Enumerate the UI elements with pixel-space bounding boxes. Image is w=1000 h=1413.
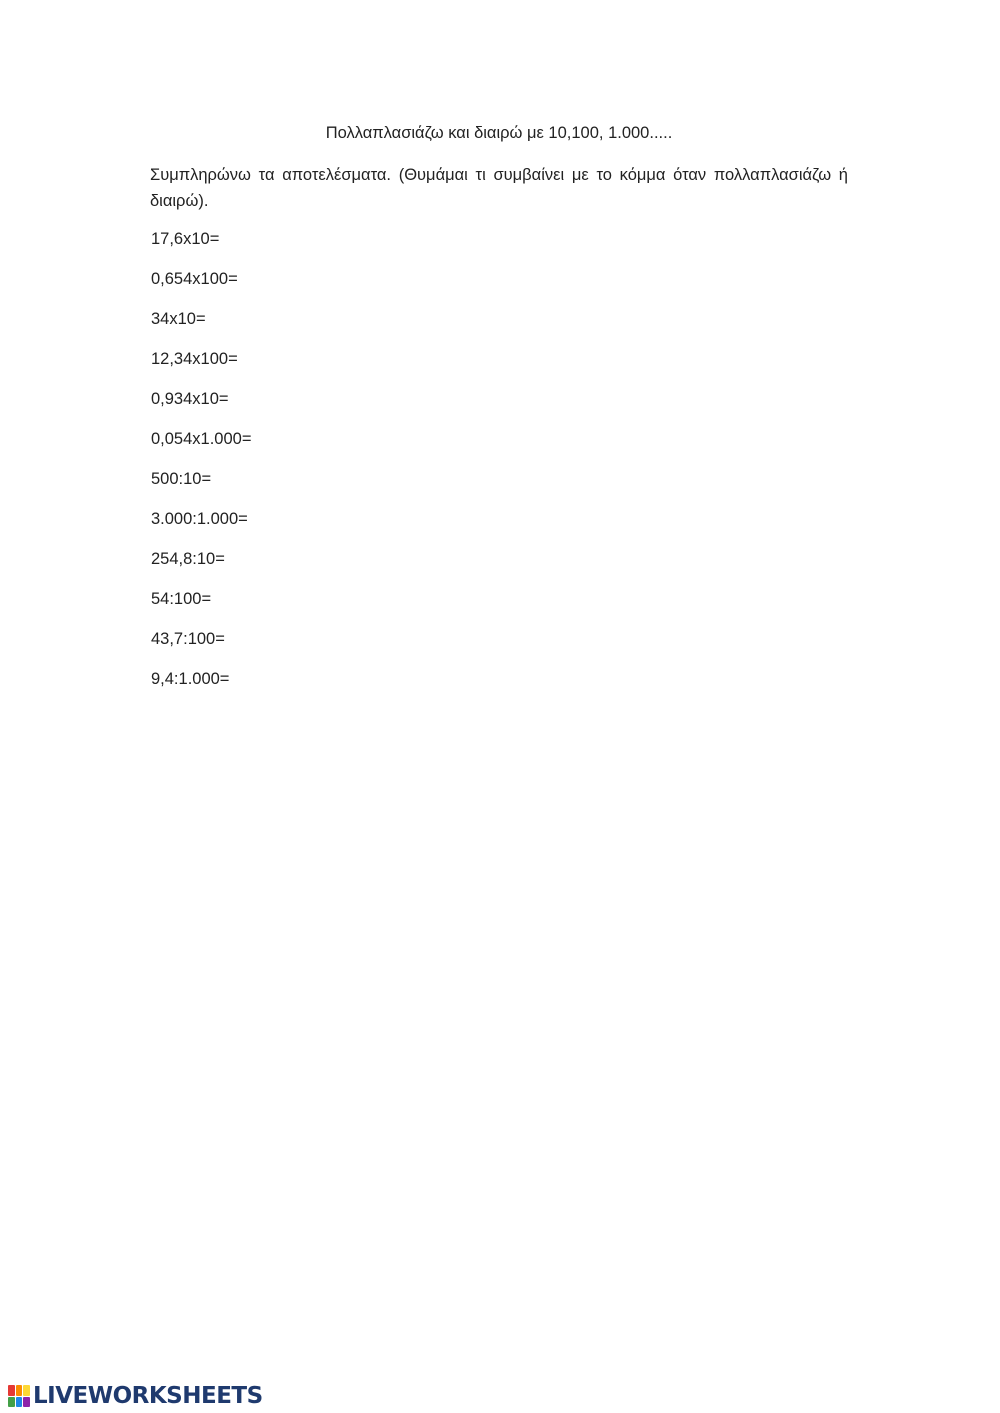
exercise-list: [151, 228, 251, 708]
logo-block: [16, 1385, 23, 1396]
liveworksheets-logo: [8, 1383, 263, 1409]
logo-block: [8, 1385, 15, 1396]
exercise-item: 34x10=: [151, 310, 206, 328]
worksheet-instructions: Συμπληρώνω τα αποτελέσματα. (Θυμάμαι τι συμβαίνει με το κόμμα όταν πολλαπλασιάζω ή διαιρώ).: [150, 166, 848, 210]
exercise-item: 9,4:1.000=: [151, 670, 230, 688]
exercise-item: 0,654x100=: [151, 270, 238, 288]
logo-block: [23, 1385, 30, 1396]
exercise-item: 0,934x10=: [151, 390, 229, 408]
worksheet-title: Πολλαπλασιάζω και διαιρώ με 10,100, 1.000.....: [325, 124, 673, 142]
exercise-item: 12,34x100=: [151, 350, 238, 368]
exercise-item: 54:100=: [151, 590, 212, 608]
logo-block: [23, 1397, 30, 1408]
logo-block: [16, 1397, 23, 1408]
exercise-item: 500:10=: [151, 470, 212, 488]
exercise-item: 3.000:1.000=: [151, 510, 248, 528]
logo-block: [8, 1397, 15, 1408]
exercise-item: 254,8:10=: [151, 550, 225, 568]
exercise-item: 0,054x1.000=: [151, 430, 252, 448]
logo-blocks-icon: [8, 1385, 30, 1407]
logo-text: LIVEWORKSHEETS: [33, 1383, 263, 1409]
exercise-item: 17,6x10=: [151, 230, 220, 248]
exercise-item: 43,7:100=: [151, 630, 225, 648]
